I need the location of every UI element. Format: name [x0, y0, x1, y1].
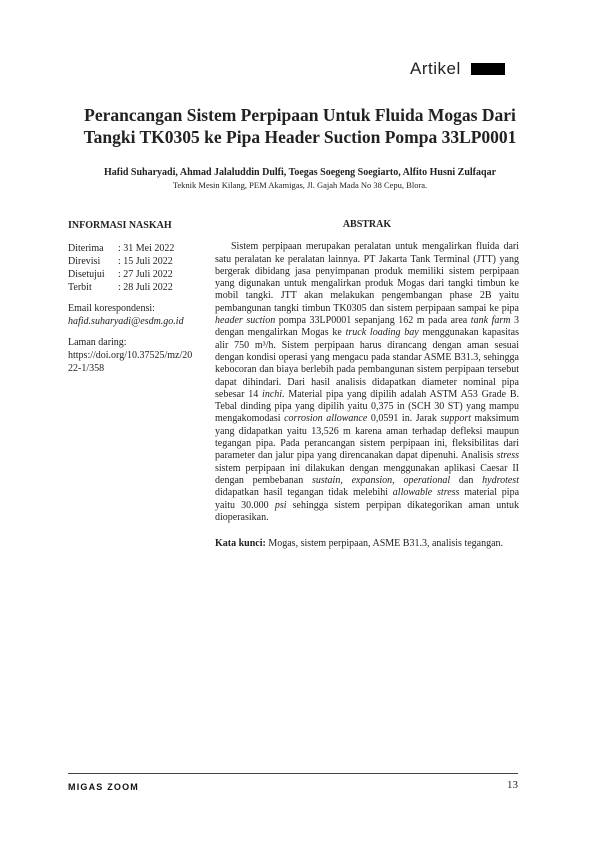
date-value-revised: : 15 Juli 2022: [118, 256, 173, 267]
keywords-label: Kata kunci:: [215, 538, 266, 550]
author-affiliation: Teknik Mesin Kilang, PEM Akamigas, Jl. Gajah Mada No 38 Cepu, Blora.: [172, 180, 428, 190]
abstract-text: Sistem perpipaan merupakan peralatan untuk mengalirkan fluida dari satu peralatan ke peralatan lainnya. PT Jakarta Tank Terminal (JTT) yang bergerak dibidang jasa penyimpanan produk memiliki sistem perpipaan yang digunakan untuk mengalirkan produk Mogas dari tangki timbun ke mobil tangki. JTT akan melakukan pengembangan phase 2B yaitu pembangunan tangki timbun TK0305 dan sistem perpipaan sampai ke pipa header suction pompa 33LP0001 sepanjang 162 m pada area tank farm 3 dengan mengalirkan Mogas ke truck loading bay menggunakan kapasitas alir 750 m³/h. Sistem perpipaan harus dirancang dengan aman sesuai dengan kondisi operasi yang mengacu pada standar ASME B31.3, sehingga kebocoran dan biaya berlebih pada pembangunan sistem perpipaan tersebut dapat dihindari. Dari hasil analisis didapatkan diameter nominal pipa sebesar 14 inchi. Material pipa yang dipilih adalah ASTM A53 Grade B. Tebal dinding pipa yang dipilih yaitu 0,375 in (SCH 30 ST) yang mampu mengakomodasi corrosion allowance 0,0591 in. Jarak support maksimum yang didapatkan yaitu 13,526 m karena aman terhadap defleksi maupun tegangan pipa. Pada perancangan sistem perpipaan ini, fleksibilitas dari parameter dan jalur pipa yang direncanakan dapat dipenuhi. Analisis stress sistem perpipaan ini dilakukan dengan menggunakan aplikasi Caesar II dengan pembebanan sustain, expansion, operational dan hydrotest didapatkan hasil tegangan tidak melebihi allowable stress material pipa yaitu 30.000 psi sehingga sistem perpipan dikategorikan aman untuk dioperasikan.: [215, 241, 520, 523]
section-header: [410, 60, 505, 78]
section-bar: [471, 63, 505, 75]
date-label-published: Terbit: [68, 282, 92, 293]
abstract-panel: [215, 219, 519, 550]
footer-divider: [68, 773, 518, 774]
doi-link[interactable]: https://doi.org/10.37525/mz/2022-1/358: [68, 350, 193, 374]
journal-logo: MIGAS ZOOM: [68, 782, 139, 792]
date-list: [68, 242, 193, 294]
article-title: Perancangan Sistem Perpipaan Untuk Fluida Mogas Dari Tangki TK0305 ke Pipa Header Suction Pompa 33LP0001: [83, 105, 517, 147]
date-value-accepted: : 27 Juli 2022: [118, 269, 173, 280]
date-value-received: : 31 Mei 2022: [118, 243, 175, 254]
page-number: 13: [507, 779, 518, 791]
article-info-heading: INFORMASI NASKAH: [68, 220, 172, 231]
correspondence-block: [68, 302, 193, 328]
article-info-panel: [68, 219, 193, 375]
date-label-received: Diterima: [68, 243, 104, 254]
date-label-revised: Direvisi: [68, 256, 101, 267]
keywords: [215, 538, 519, 550]
email-label: Email korespondensi:: [68, 303, 155, 314]
url-label: Laman daring:: [68, 337, 127, 348]
date-label-accepted: Disetujui: [68, 269, 105, 280]
section-label: Artikel: [410, 59, 461, 78]
abstract-heading: ABSTRAK: [342, 219, 392, 230]
keywords-text: Mogas, sistem perpipaan, ASME B31.3, analisis tegangan.: [265, 538, 504, 550]
online-page-block: [68, 336, 193, 375]
author-list: Hafid Suharyadi, Ahmad Jalaluddin Dulfi, Toegas Soegeng Soegiarto, Alfito Husni Zulfaqar: [103, 167, 497, 178]
correspondence-email[interactable]: hafid.suharyadi@esdm.go.id: [68, 316, 184, 327]
date-value-published: : 28 Juli 2022: [118, 282, 173, 293]
